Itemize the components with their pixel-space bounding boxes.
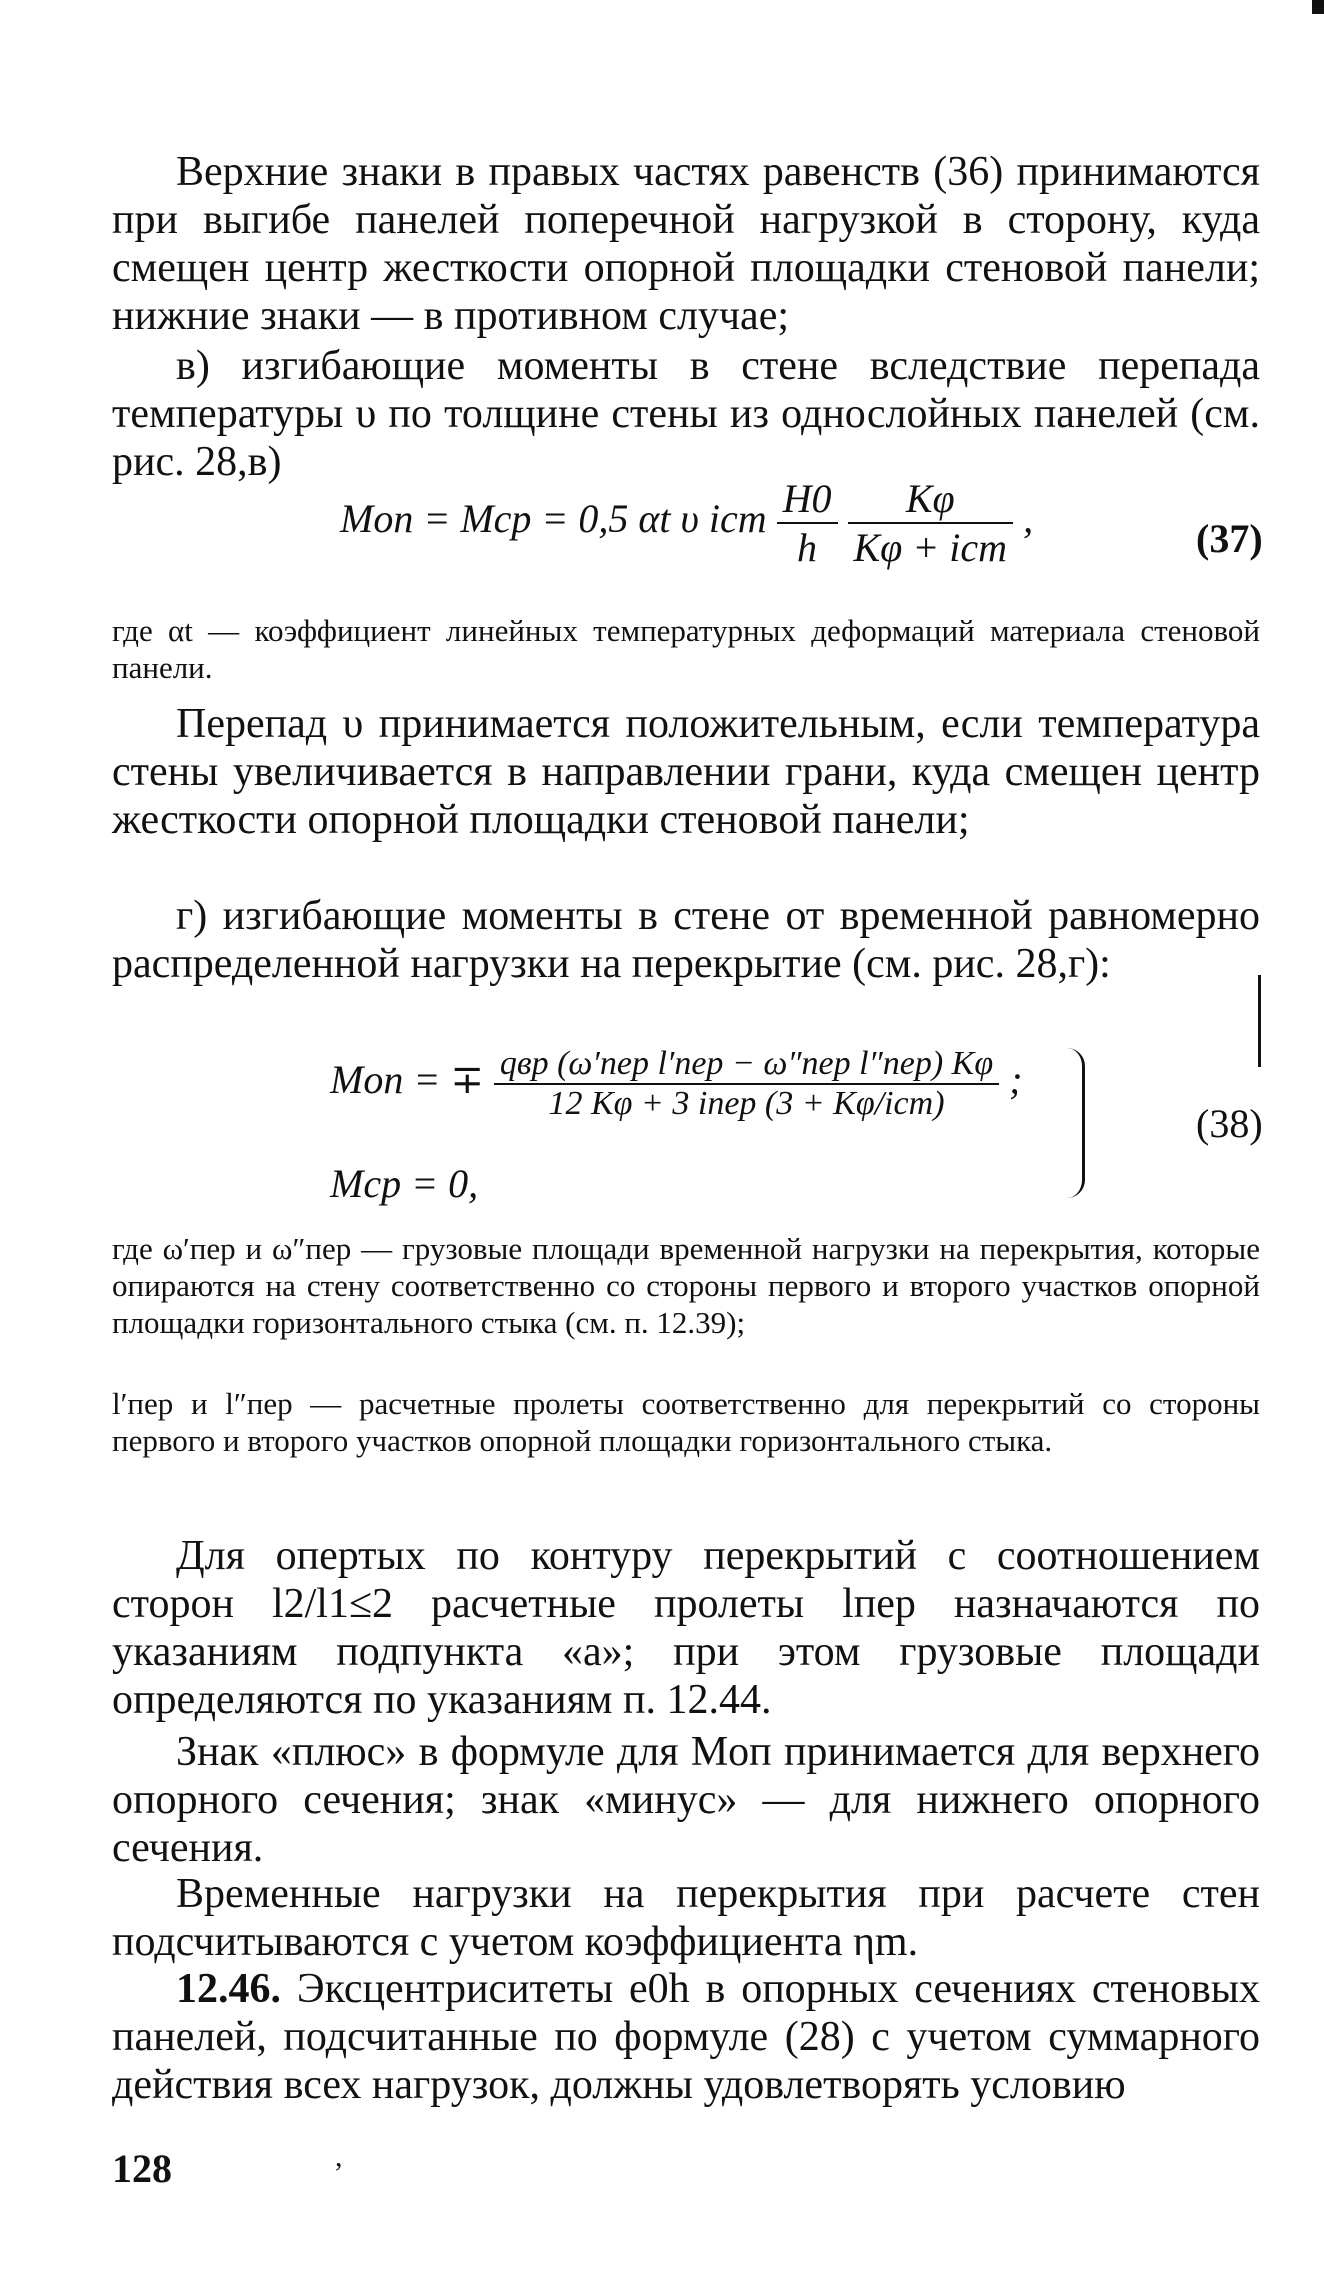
formula-38-numerator: qвр (ω′пер l′пер − ω″пер l″пер) Kφ (499, 1045, 994, 1082)
formula-37-frac2-numerator: Kφ (905, 476, 955, 521)
paragraph-12-46 (112, 1965, 1260, 2109)
where-clause-38-spans: l′пер и l″пер — расчетные пролеты соответственно для перекрытий со стороны первого и второго участков опорной площадки горизонтального стыка. (112, 1386, 1260, 1458)
formula-37-tail: , (1023, 496, 1034, 542)
equation-number-38: (38) (1196, 1101, 1263, 1146)
paragraph-contour-slabs: Для опертых по контуру перекрытий с соотношением сторон l2/l1≤2 расчетные пролеты lпер назначаются по указаниям подпункта «а»; при этом грузовые площади определяются по указаниям п. 12.44. (112, 1533, 1260, 1723)
corner-mark (1312, 0, 1324, 14)
stray-mark: , (335, 2140, 343, 2173)
where-clause-37: где αt — коэффициент линейных температурных деформаций материала стеновой панели. (112, 613, 1260, 685)
formula-38 (330, 1045, 1022, 1123)
margin-line (1258, 975, 1261, 1067)
formula-37 (340, 475, 1033, 571)
page-number: 128 (112, 2146, 172, 2191)
section-number: 12.46. (176, 1966, 281, 2012)
paragraph-item-g: г) изгибающие моменты в стене от временной равномерно распределенной нагрузки на перекрытие (см. рис. 28,г): (112, 893, 1260, 987)
paragraph-upper-signs: Верхние знаки в правых частях равенств (36) принимаются при выгибе панелей поперечной нагрузкой в сторону, куда смещен центр жесткости опорной площадки стеновой панели; нижние знаки — в противном случае; (112, 149, 1260, 339)
formula-37-fraction-1 (777, 475, 838, 571)
formula-38-denominator: 12 Kφ + 3 iпер (3 + Kφ/iст) (494, 1083, 999, 1123)
formula-38-lhs: Mоп = ∓ (330, 1057, 484, 1103)
paragraph-temporary-loads: Временные нагрузки на перекрытия при расчете стен подсчитываются с учетом коэффициента ηm. (112, 1871, 1260, 1965)
paragraph-item-v: в) изгибающие моменты в стене вследствие перепада температуры υ по толщине стены из однослойных панелей (см. рис. 28,в) (112, 343, 1260, 485)
equation-number-37: (37) (1196, 516, 1263, 561)
where-clause-38-areas: где ω′пер и ω″пер — грузовые площади временной нагрузки на перекрытия, которые опираются на стену соответственно со стороны первого и второго участков опорной площадки горизонтального стыка (см. п. 12.39); (112, 1231, 1260, 1340)
formula-38-tail: ; (1009, 1057, 1023, 1103)
formula-37-fraction-2 (848, 475, 1014, 571)
formula-37-lhs: Mоп = Mср = 0,5 αt υ iст (340, 496, 767, 542)
paragraph-12-46-text: Эксцентриситеты e0h в опорных сечениях стеновых панелей, подсчитанные по формуле (28) с учетом суммарного действия всех нагрузок, должны удовлетворять условию (112, 1966, 1260, 2108)
formula-37-frac1-denominator: h (777, 522, 838, 571)
paragraph-temperature-sign: Перепад υ принимается положительным, если температура стены увеличивается в направлении грани, куда смещен центр жесткости опорной площадки стеновой панели; (112, 701, 1260, 843)
paragraph-plus-sign: Знак «плюс» в формуле для Mоп принимается для верхнего опорного сечения; знак «минус» — для нижнего опорного сечения. (112, 1729, 1260, 1871)
formula-37-frac1-numerator: H0 (782, 476, 832, 521)
formula-37-frac2-denominator: Kφ + iст (848, 522, 1014, 571)
right-brace (1060, 1048, 1085, 1198)
formula-38-fraction (494, 1045, 999, 1123)
formula-38-line-2: Mср = 0, (330, 1161, 479, 1206)
